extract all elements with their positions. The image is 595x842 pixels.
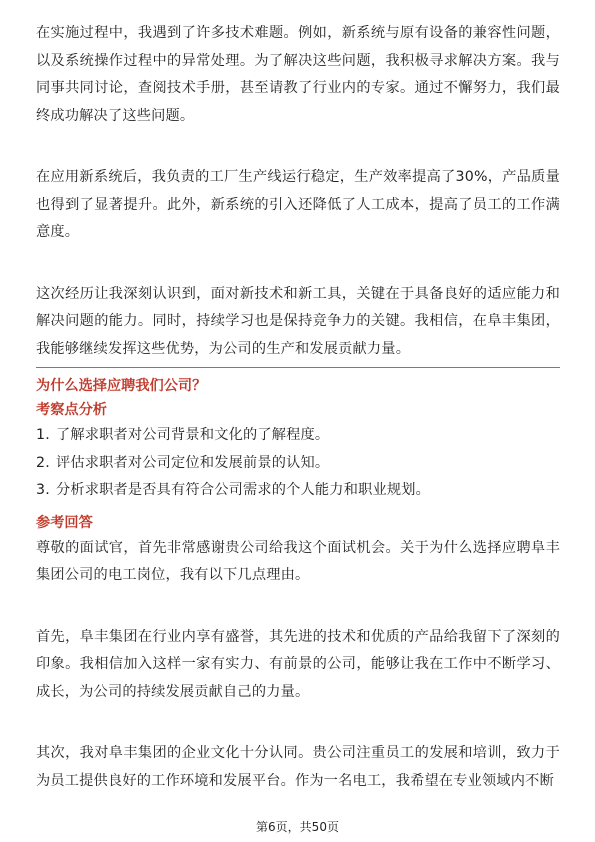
answer-paragraph-intro: 尊敬的面试官，首先非常感谢贵公司给我这个面试机会。关于为什么选择应聘阜丰集团公司的电工岗位，我有以下几点理由。 bbox=[36, 539, 560, 583]
answer-heading: 参考回答 bbox=[36, 514, 93, 531]
list-item-number: 2. bbox=[36, 454, 50, 471]
answer-paragraph-first: 首先，阜丰集团在行业内享有盛誉，其先进的技术和优质的产品给我留下了深刻的印象。我相信加入这样一家有实力、有前景的公司，能够让我在工作中不断学习、成长，为公司的持续发展贡献自己的力量。 bbox=[36, 628, 560, 700]
document-page bbox=[36, 20, 560, 795]
list-item bbox=[36, 422, 560, 450]
list-item-number: 1. bbox=[36, 427, 50, 443]
page-number-footer: 第6页，共50页 bbox=[256, 820, 339, 834]
list-item-number: 3. bbox=[36, 482, 50, 498]
paragraph-results: 在应用新系统后，我负责的工厂生产线运行稳定，生产效率提高了30%，产品质量也得到了显著提升。此外，新系统的引入还降低了人工成本，提高了员工的工作满意度。 bbox=[36, 169, 560, 240]
list-item bbox=[36, 477, 560, 505]
list-item-text: 了解求职者对公司背景和文化的了解程度。 bbox=[55, 427, 330, 443]
answer-paragraph-second: 其次，我对阜丰集团的企业文化十分认同。贵公司注重员工的发展和培训，致力于为员工提供良好的工作环境和发展平台。作为一名电工，我希望在专业领域内不断 bbox=[36, 745, 560, 789]
section-divider bbox=[36, 367, 560, 368]
list-item-text: 分析求职者是否具有符合公司需求的个人能力和职业规划。 bbox=[55, 482, 431, 498]
paragraph-reflection: 这次经历让我深刻认识到，面对新技术和新工具，关键在于具备良好的适应能力和解决问题的能力。同时，持续学习也是保持竞争力的关键。我相信，在阜丰集团，我能够继续发挥这些优势，为公司的生产和发展贡献力量。 bbox=[36, 285, 560, 357]
list-item bbox=[36, 450, 560, 478]
question-title: 为什么选择应聘我们公司？ bbox=[36, 378, 207, 394]
paragraph-tech-challenges: 在实施过程中，我遇到了许多技术难题。例如，新系统与原有设备的兼容性问题，以及系统操作过程中的异常处理。为了解决这些问题，我积极寻求解决方案。我与同事共同讨论，查阅技术手册，甚至请教了行业内的专家。通过不懈努力，我们最终成功解决了这些问题。 bbox=[36, 25, 560, 124]
analysis-list bbox=[36, 422, 560, 505]
analysis-heading: 考察点分析 bbox=[36, 402, 107, 418]
list-item-text: 评估求职者对公司定位和发展前景的认知。 bbox=[55, 454, 330, 471]
